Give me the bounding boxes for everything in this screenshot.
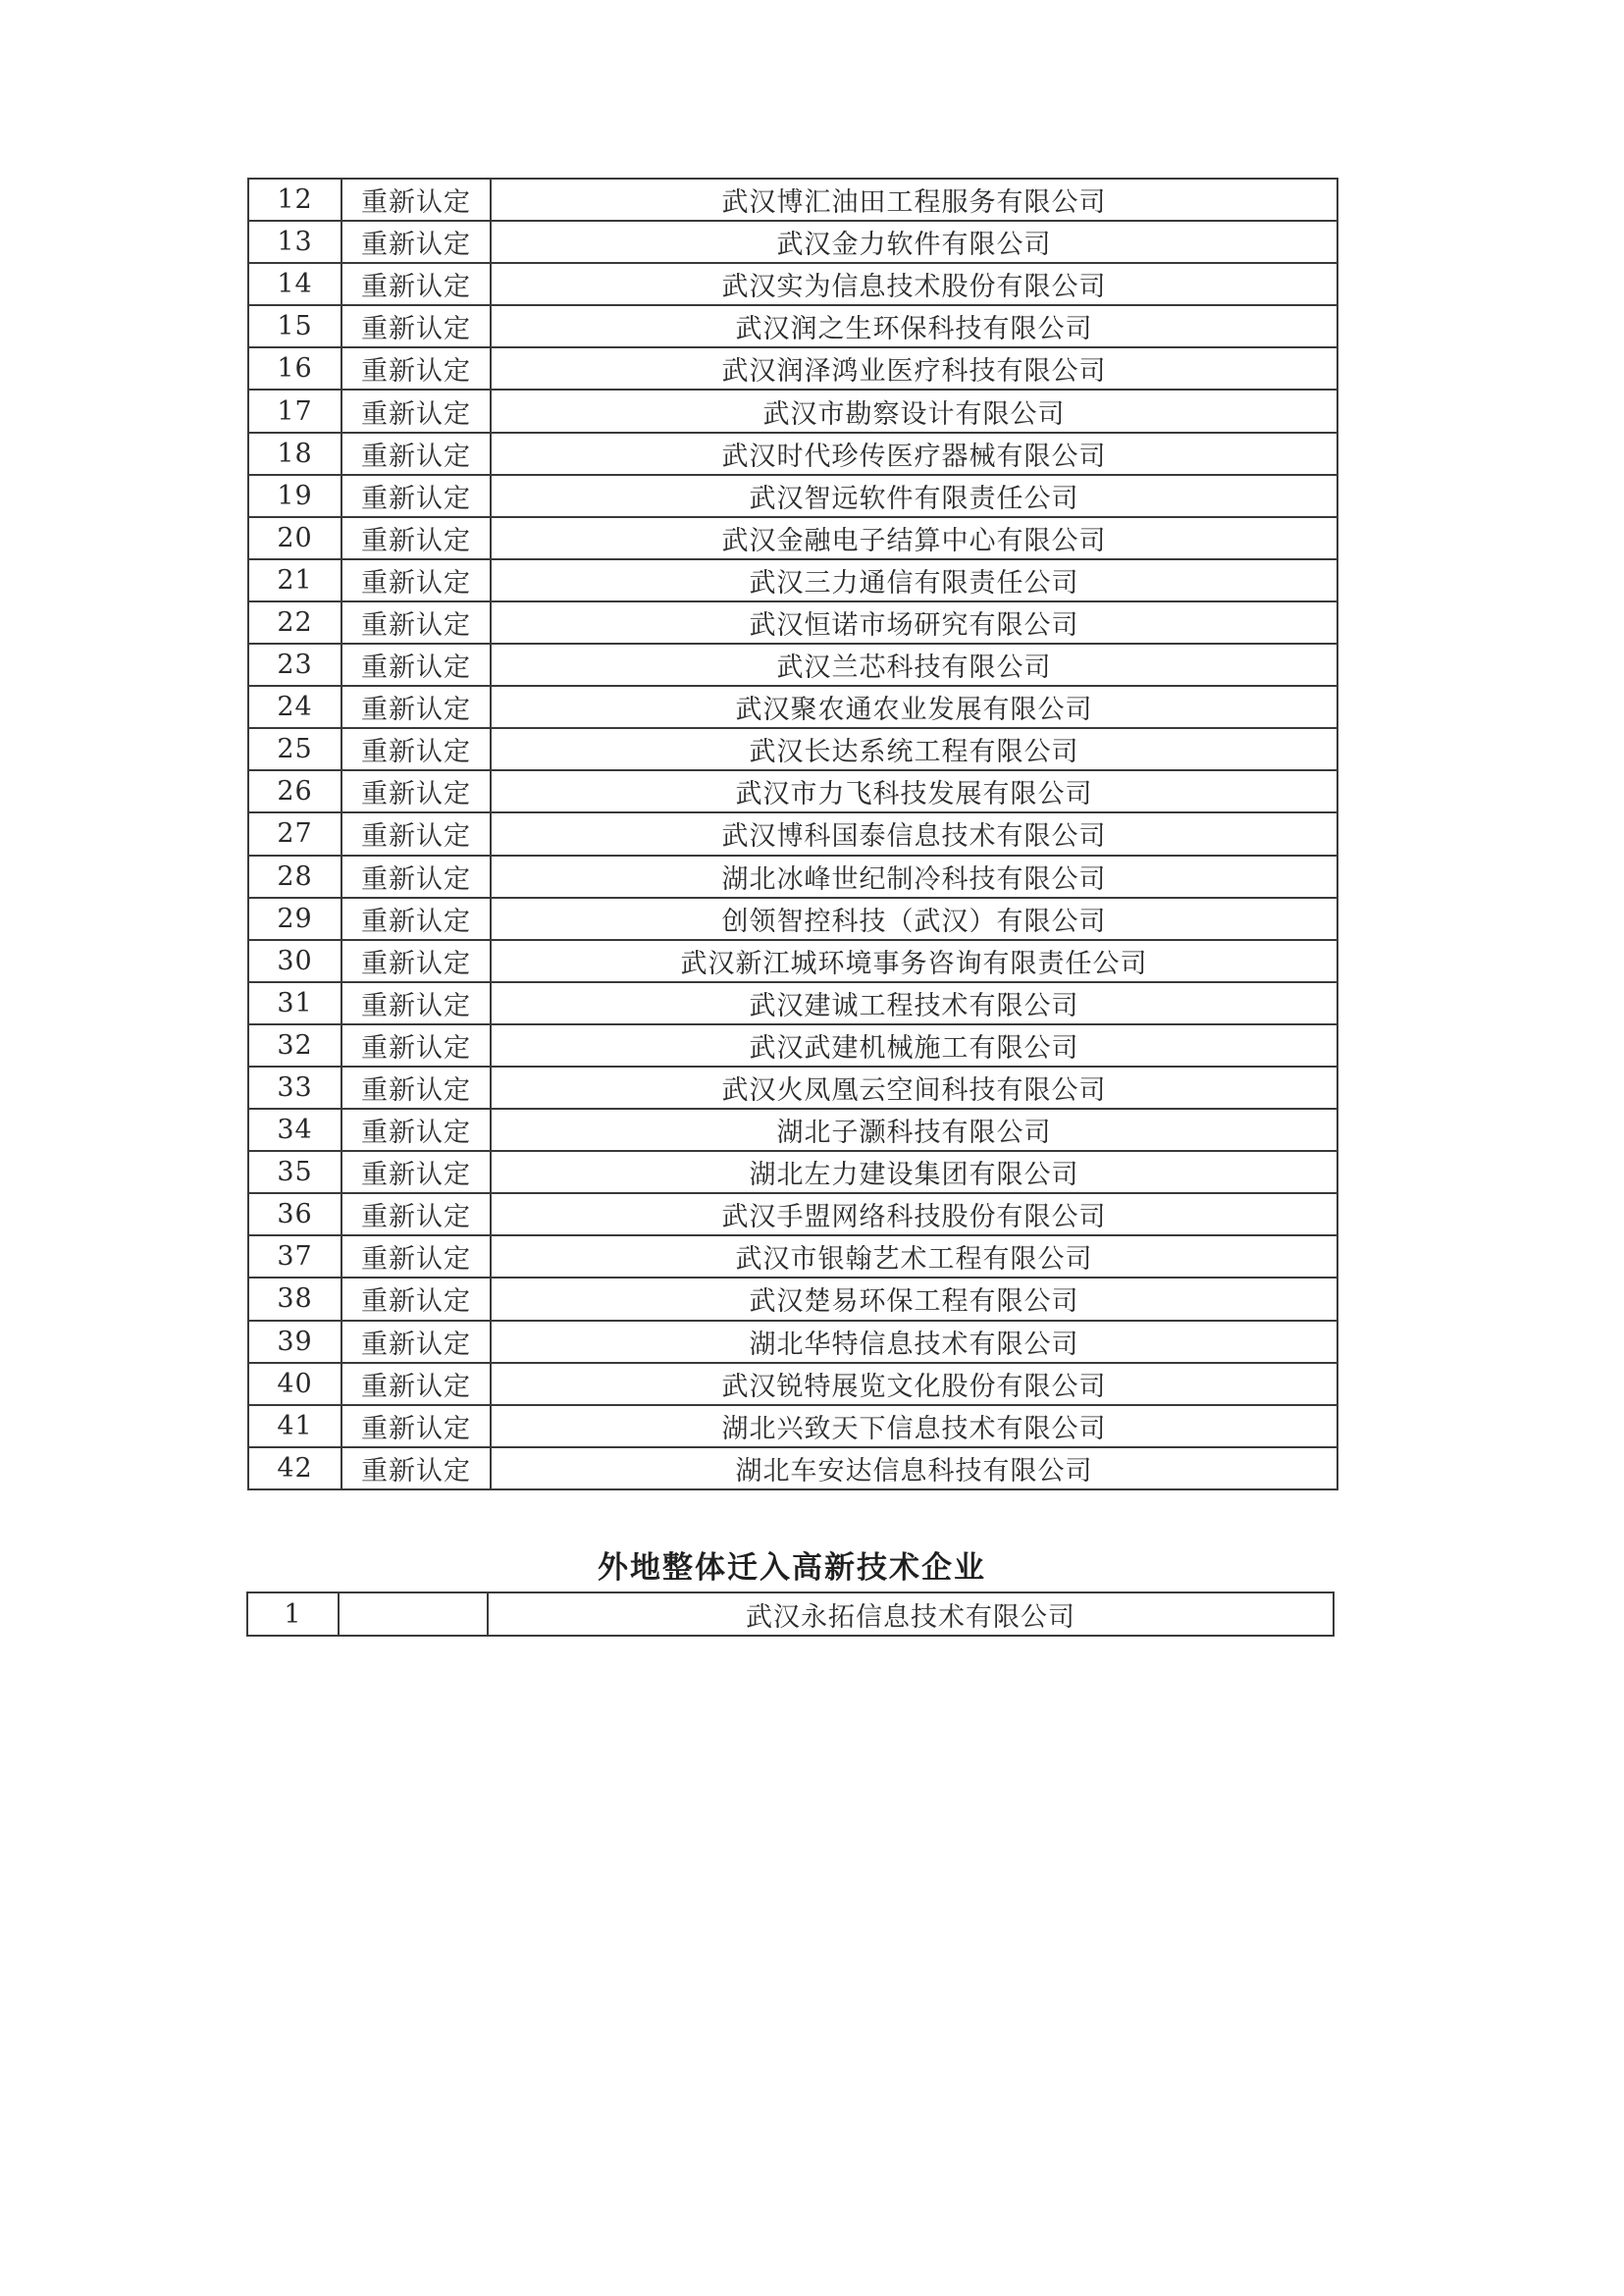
certification-type-cell: 重新认定	[341, 770, 491, 812]
company-name-cell: 武汉博科国泰信息技术有限公司	[491, 812, 1337, 855]
row-number-cell: 27	[248, 812, 341, 855]
certification-type-cell: 重新认定	[341, 1024, 491, 1067]
table-row	[248, 1109, 1337, 1151]
company-name-cell: 湖北子灏科技有限公司	[491, 1109, 1337, 1151]
table-row	[248, 390, 1337, 432]
certification-type-cell: 重新认定	[341, 940, 491, 982]
row-number-cell: 37	[248, 1235, 341, 1278]
company-name-cell: 湖北冰峰世纪制冷科技有限公司	[491, 856, 1337, 898]
certification-type-cell: 重新认定	[341, 221, 491, 263]
row-number-cell: 35	[248, 1151, 341, 1193]
company-name-cell: 武汉建诚工程技术有限公司	[491, 982, 1337, 1024]
table-row	[248, 475, 1337, 517]
company-name-cell: 武汉恒诺市场研究有限公司	[491, 601, 1337, 644]
company-name-cell: 武汉长达系统工程有限公司	[491, 728, 1337, 770]
row-number-cell: 16	[248, 347, 341, 390]
certification-type-cell	[339, 1592, 488, 1636]
certification-type-cell: 重新认定	[341, 263, 491, 305]
table-row	[248, 1235, 1337, 1278]
certification-type-cell: 重新认定	[341, 305, 491, 347]
enterprise-table	[247, 178, 1338, 1490]
company-name-cell: 武汉时代珍传医疗器械有限公司	[491, 433, 1337, 475]
certification-type-cell: 重新认定	[341, 475, 491, 517]
certification-type-cell: 重新认定	[341, 686, 491, 728]
table-row	[248, 1024, 1337, 1067]
row-number-cell: 13	[248, 221, 341, 263]
company-name-cell: 武汉市力飞科技发展有限公司	[491, 770, 1337, 812]
row-number-cell: 19	[248, 475, 341, 517]
company-name-cell: 武汉武建机械施工有限公司	[491, 1024, 1337, 1067]
row-number-cell: 26	[248, 770, 341, 812]
table-row	[248, 1278, 1337, 1320]
table-row	[248, 559, 1337, 601]
company-name-cell: 武汉永拓信息技术有限公司	[488, 1592, 1334, 1636]
row-number-cell: 38	[248, 1278, 341, 1320]
table-row	[248, 179, 1337, 221]
company-name-cell: 湖北兴致天下信息技术有限公司	[491, 1405, 1337, 1447]
table-row	[248, 305, 1337, 347]
table-row	[248, 263, 1337, 305]
certification-type-cell: 重新认定	[341, 390, 491, 432]
row-number-cell: 12	[248, 179, 341, 221]
table-row	[248, 856, 1337, 898]
certification-type-cell: 重新认定	[341, 644, 491, 686]
company-name-cell: 武汉润之生环保科技有限公司	[491, 305, 1337, 347]
certification-type-cell: 重新认定	[341, 433, 491, 475]
certification-type-cell: 重新认定	[341, 347, 491, 390]
table-row	[248, 812, 1337, 855]
certification-type-cell: 重新认定	[341, 1278, 491, 1320]
table-row	[248, 644, 1337, 686]
row-number-cell: 34	[248, 1109, 341, 1151]
row-number-cell: 33	[248, 1067, 341, 1109]
certification-type-cell: 重新认定	[341, 812, 491, 855]
table-row	[248, 433, 1337, 475]
certification-type-cell: 重新认定	[341, 728, 491, 770]
row-number-cell: 29	[248, 898, 341, 940]
certification-type-cell: 重新认定	[341, 1405, 491, 1447]
certification-type-cell: 重新认定	[341, 517, 491, 559]
row-number-cell: 21	[248, 559, 341, 601]
enterprise-table-body	[248, 179, 1337, 1489]
table-row	[248, 1363, 1337, 1405]
certification-type-cell: 重新认定	[341, 1151, 491, 1193]
company-name-cell: 武汉市勘察设计有限公司	[491, 390, 1337, 432]
company-name-cell: 湖北华特信息技术有限公司	[491, 1321, 1337, 1363]
certification-type-cell: 重新认定	[341, 898, 491, 940]
relocated-enterprise-table	[246, 1592, 1335, 1637]
row-number-cell: 22	[248, 601, 341, 644]
row-number-cell: 30	[248, 940, 341, 982]
row-number-cell: 20	[248, 517, 341, 559]
row-number-cell: 18	[248, 433, 341, 475]
certification-type-cell: 重新认定	[341, 601, 491, 644]
row-number-cell: 17	[248, 390, 341, 432]
company-name-cell: 湖北左力建设集团有限公司	[491, 1151, 1337, 1193]
table-row	[248, 686, 1337, 728]
company-name-cell: 武汉博汇油田工程服务有限公司	[491, 179, 1337, 221]
certification-type-cell: 重新认定	[341, 1447, 491, 1489]
company-name-cell: 武汉金融电子结算中心有限公司	[491, 517, 1337, 559]
table-row	[248, 1193, 1337, 1235]
row-number-cell: 25	[248, 728, 341, 770]
table-row	[248, 898, 1337, 940]
row-number-cell: 39	[248, 1321, 341, 1363]
row-number-cell: 31	[248, 982, 341, 1024]
table-row	[248, 1067, 1337, 1109]
certification-type-cell: 重新认定	[341, 1193, 491, 1235]
row-number-cell: 15	[248, 305, 341, 347]
row-number-cell: 32	[248, 1024, 341, 1067]
certification-type-cell: 重新认定	[341, 856, 491, 898]
row-number-cell: 36	[248, 1193, 341, 1235]
table-row	[248, 940, 1337, 982]
company-name-cell: 武汉三力通信有限责任公司	[491, 559, 1337, 601]
company-name-cell: 武汉锐特展览文化股份有限公司	[491, 1363, 1337, 1405]
table-row	[248, 1151, 1337, 1193]
table-row	[248, 728, 1337, 770]
certification-type-cell: 重新认定	[341, 559, 491, 601]
table-row	[248, 1321, 1337, 1363]
certification-type-cell: 重新认定	[341, 1067, 491, 1109]
company-name-cell: 湖北车安达信息科技有限公司	[491, 1447, 1337, 1489]
table-row	[248, 601, 1337, 644]
company-name-cell: 武汉金力软件有限公司	[491, 221, 1337, 263]
company-name-cell: 武汉实为信息技术股份有限公司	[491, 263, 1337, 305]
certification-type-cell: 重新认定	[341, 1363, 491, 1405]
certification-type-cell: 重新认定	[341, 179, 491, 221]
company-name-cell: 武汉手盟网络科技股份有限公司	[491, 1193, 1337, 1235]
table-row	[247, 1592, 1334, 1636]
company-name-cell: 武汉兰芯科技有限公司	[491, 644, 1337, 686]
row-number-cell: 24	[248, 686, 341, 728]
table-row	[248, 517, 1337, 559]
row-number-cell: 28	[248, 856, 341, 898]
table-row	[248, 1405, 1337, 1447]
company-name-cell: 武汉润泽鸿业医疗科技有限公司	[491, 347, 1337, 390]
relocated-enterprise-table-body	[247, 1592, 1334, 1636]
table-row	[248, 1447, 1337, 1489]
table-row	[248, 982, 1337, 1024]
certification-type-cell: 重新认定	[341, 1321, 491, 1363]
section-heading: 外地整体迁入高新技术企业	[598, 1550, 986, 1586]
certification-type-cell: 重新认定	[341, 1109, 491, 1151]
table-row	[248, 347, 1337, 390]
company-name-cell: 武汉智远软件有限责任公司	[491, 475, 1337, 517]
row-number-cell: 1	[247, 1592, 339, 1636]
row-number-cell: 42	[248, 1447, 341, 1489]
certification-type-cell: 重新认定	[341, 982, 491, 1024]
row-number-cell: 40	[248, 1363, 341, 1405]
certification-type-cell: 重新认定	[341, 1235, 491, 1278]
row-number-cell: 23	[248, 644, 341, 686]
company-name-cell: 武汉楚易环保工程有限公司	[491, 1278, 1337, 1320]
company-name-cell: 武汉聚农通农业发展有限公司	[491, 686, 1337, 728]
table-row	[248, 770, 1337, 812]
company-name-cell: 创领智控科技（武汉）有限公司	[491, 898, 1337, 940]
company-name-cell: 武汉市银翰艺术工程有限公司	[491, 1235, 1337, 1278]
table-row	[248, 221, 1337, 263]
company-name-cell: 武汉火凤凰云空间科技有限公司	[491, 1067, 1337, 1109]
company-name-cell: 武汉新江城环境事务咨询有限责任公司	[491, 940, 1337, 982]
row-number-cell: 14	[248, 263, 341, 305]
row-number-cell: 41	[248, 1405, 341, 1447]
